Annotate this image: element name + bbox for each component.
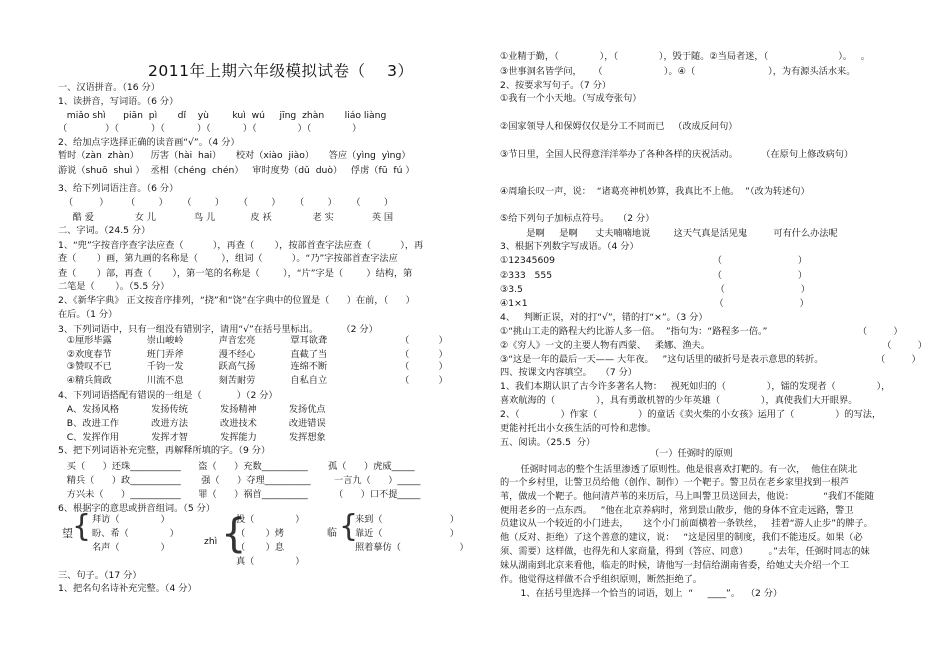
right-line-8: ③节日里，全国人民得意洋洋举办了各种各样的庆祝活动。 （在原句上修改病句） [500, 149, 854, 160]
zhi-item-4: 真（ ） [236, 556, 305, 567]
right-line-19: ③3.5 （ ） [500, 284, 810, 295]
left-line-9: （ ） （ ） （ ） （ ） （ ） （ ） [58, 197, 394, 208]
left-line-15: 二笔是（ ）。（5.5 分） [58, 281, 170, 292]
left-line-13: 查（ ）画，第九画的名称是（ ），组词（ ）。“乃”字按部首查字法应 [58, 253, 398, 264]
right-line-16: 3、根据下列数字写成语。（4 分） [500, 241, 639, 252]
passage-title: （一）任弼时的原则 [650, 448, 733, 459]
right-line-36: 员建议从一个较近的小门进去， 这个小门前面横着一条铁丝， 挂着“游人止步”的牌子。 [500, 518, 873, 529]
left-line-7: 游说（shuō shuì ） 丞相（chéng chén） 审时度势（dǔ duò） 俘虏（fū fú ） [58, 165, 415, 176]
left-line-26: C、发挥作用 发挥才智 发挥能力 发挥想象 [58, 432, 326, 443]
zhi-item-1: 投（ ） [236, 514, 305, 525]
right-line-4: ①我有一个小天地。（写成夸张句） [500, 93, 642, 104]
lin-item-2: 靠近（ ） [355, 528, 459, 539]
left-line-6: 暂时（zàn zhàn） 厉害（hài hai） 校对（xiào jiào） 答应（yìng yìng） [58, 150, 411, 161]
left-brace: { [72, 509, 92, 544]
left-line-29: 精兵（ ）政___________ 强（ ）夺理__________ 一言九（ ）_____ [58, 475, 421, 486]
left-line-25: B、改进工作 改进方法 改进技术 改进错误 [58, 418, 326, 429]
wang-item-2: 盼、希（ ） [92, 528, 179, 539]
right-line-22: ①“挑山工走的路程大约比游人多一倍。 ”指句为：“路程多一倍。” （ ） [500, 326, 903, 337]
left-line-32: 三、句子。（17 分） [58, 570, 142, 581]
right-line-39: 妹从湖南到北京来看他，临走的时候，请他写一封信给湖南省委，给她丈夫介绍一个工 [500, 560, 850, 571]
zhi-item-2: （ ）烤 [236, 528, 285, 539]
left-line-17: 在后。（1 分） [58, 309, 118, 320]
right-line-20: ④1×1 （ ） [500, 298, 809, 309]
right-line-18: ②333 555 （ ） [500, 270, 808, 281]
right-line-14: ⑤给下列句子加标点符号。 （2 分） [500, 213, 655, 224]
left-line-16: 2、《新华字典》 正文按音序排列，“挠”和“饶”在字典中的位置是（ ）在前，（ ） [58, 295, 415, 306]
right-line-17: ①12345609 （ ） [500, 255, 808, 266]
zhi-item-3: （ ）息 [236, 542, 285, 553]
left-line-28: 买（ ）还珠___________ 盗（ ）充数__________ 孤（ ）虎威_____ [58, 461, 415, 472]
zhi-brace: { [221, 511, 247, 557]
right-line-28: 2、（ ）作家（ ）的童话《卖火柴的小女孩》运用了（ ）的写法， [500, 409, 882, 420]
wang-char: 望 [62, 527, 73, 540]
right-line-15: 是啊 是啊 丈夫喃喃地说 这天气真是活见鬼 可有什么办法呢 [500, 228, 838, 239]
left-line-11: 二、字词。（24.5 分） [58, 225, 151, 236]
right-line-38: 须、需要）这样做，也得先和人家商量，得到（答应、同意） 。”去年，任弼时同志的妹 [500, 546, 870, 557]
left-line-4: （ ）（ ）（ ）（ ）（ ）（ ） [58, 123, 362, 134]
wang-item-3: 名声（ ） [92, 542, 170, 553]
left-line-20: ②欢度春节 班门弄斧 漫不经心 直截了当 （ ） [58, 349, 448, 360]
left-line-12: 1、“兜”字按音序查字法应查（ ），再查（ ），按部首查字法应查（ ），再 [58, 240, 424, 251]
right-line-27: 喜欢航海的（ ），具有勇敢机智的少年英雄（ ），真使我们大开眼界。 [500, 395, 858, 406]
right-line-1: ①业精于勤，（ ），（ ），毁于随。②当局者迷，（ ）。 。 [500, 51, 870, 62]
right-line-41: 1、在括号里选择一个恰当的词语，划上 “ ____”。 （2 分） [500, 588, 783, 599]
left-line-21: ③赞叹不已 千钧一发 跃高气扬 连绵不断 （ ） [58, 361, 448, 372]
right-line-34: 苇，做成一个靶子。他问清芦苇的来历后，马上叫警卫员送回去，他说： “我们不能随 [500, 491, 874, 502]
left-line-31: 6、根据字的意思或拼音组词。（5 分） [58, 503, 216, 514]
left-line-27: 5、把下列词语补充完整，再解释所填的字。（9 分） [58, 445, 271, 456]
right-line-30: 五、阅读。（25.5 分） [500, 437, 596, 448]
left-line-24: A、发扬风格 发扬传统 发扬精神 发扬优点 [58, 404, 326, 415]
right-line-3: 2、按要求写句子。（7 分） [500, 80, 612, 91]
right-line-40: 作。他觉得这样做不合乎组织原则，断然拒绝了。 [500, 574, 703, 585]
lin-char: 临 [327, 528, 337, 539]
right-line-29: 更能衬托出小女孩生活的可怜和悲惨。 [500, 423, 657, 434]
right-line-26: 1、我们本期认识了古今许多著名人物： 视死如归的（ ），镭的发现者（ ）， [500, 381, 891, 392]
left-line-8: 3、给下列词语注音。（6 分） [58, 183, 179, 194]
right-line-21: 4、 判断正误，对的打“√”，错的打“×”。（3 分） [500, 312, 708, 323]
left-line-5: 2、给加点字选择正确的读音画“√”。（4 分） [58, 137, 240, 148]
left-line-30: 方兴未（ ）___________ 罪（ ）祸首__________ （ ）口不提_____ [58, 489, 421, 500]
left-line-10: 酷 爱 女 儿 鸟 儿 皮 袄 老 实 英 国 [58, 212, 394, 223]
right-line-2: ③世事洞名皆学问， （ ）。④（ ），为有源头活水来。 [500, 66, 856, 77]
wang-item-1: 拜访（ ） [92, 514, 170, 525]
left-line-3: miǎo shì piān pì dǐ yù kuì wú jīng zhàn liáo liàng [58, 110, 387, 121]
right-line-6: ②国家领导人和保姆仅仅是分工不同而已 （改成反问句） [500, 121, 738, 132]
exam-title: 2011年上期六年级模拟试卷（ 3） [148, 62, 414, 80]
left-line-1: 一、汉语拼音。（16 分） [58, 82, 160, 93]
left-line-23: 4、下列词语搭配有错误的一组是（ ）（2 分） [58, 390, 278, 401]
left-line-18: 3、下列词语中，只有一组没有错别字，请用“√”在括号里标出。 （2 分） [58, 324, 378, 335]
right-line-24: ③“这是一年的最后一天—— 大年夜。 ”这句话里的破折号是表示意思的转折。 （ ） [500, 354, 921, 365]
lin-item-1: 来到（ ） [355, 514, 459, 525]
right-line-32: 任弼时同志的整个生活里渗透了原则性。他是很喜欢打靶的。有一次， 他住在陕北 [500, 464, 858, 475]
right-line-33: 的一个乡村里，让警卫员给他（创作、制作）一个靶子。警卫员在老乡家里找到一根芦 [500, 477, 850, 488]
right-line-37: 他（反对、拒绝）了这个善意的建议，说： “这是园里的制度，我们不能违反。如果（必 [500, 532, 863, 543]
left-line-33: 1、把名句名诗补充完整。（4 分） [58, 583, 197, 594]
lin-brace: { [339, 509, 359, 544]
left-line-14: 查（ ）部，再查（ ），第一笔的名称是（ ），“片”字是（ ）结构，第 [58, 268, 413, 279]
right-line-11: ④周瑜长叹一声，说： “诸葛亮神机妙算，我真比不上他。 ”（改为转述句） [500, 186, 810, 197]
right-line-25: 四、按课文内容填空。 （7 分） [500, 367, 637, 378]
lin-item-3: 照着摹仿（ ） [355, 542, 469, 553]
zhi-pinyin: zhì [204, 536, 218, 547]
right-line-35: 便用老乡的一点东西。 ”他在北京养病时，常到景山散步，他的身体不宜走远路，警卫 [500, 505, 854, 516]
right-line-23: ②《穷人》一文的主要人物有西蒙、 柔娜、渔夫。 （ ） [500, 340, 927, 351]
left-line-22: ④精兵简政 川流不息 刻苦耐劳 自私自立 （ ） [58, 375, 448, 386]
left-line-19: ①厘形毕露 崇山峻岭 声音宏亮 覃耳欲聋 （ ） [58, 335, 448, 346]
left-line-2: 1、读拼音，写词语。（6 分） [58, 96, 179, 107]
